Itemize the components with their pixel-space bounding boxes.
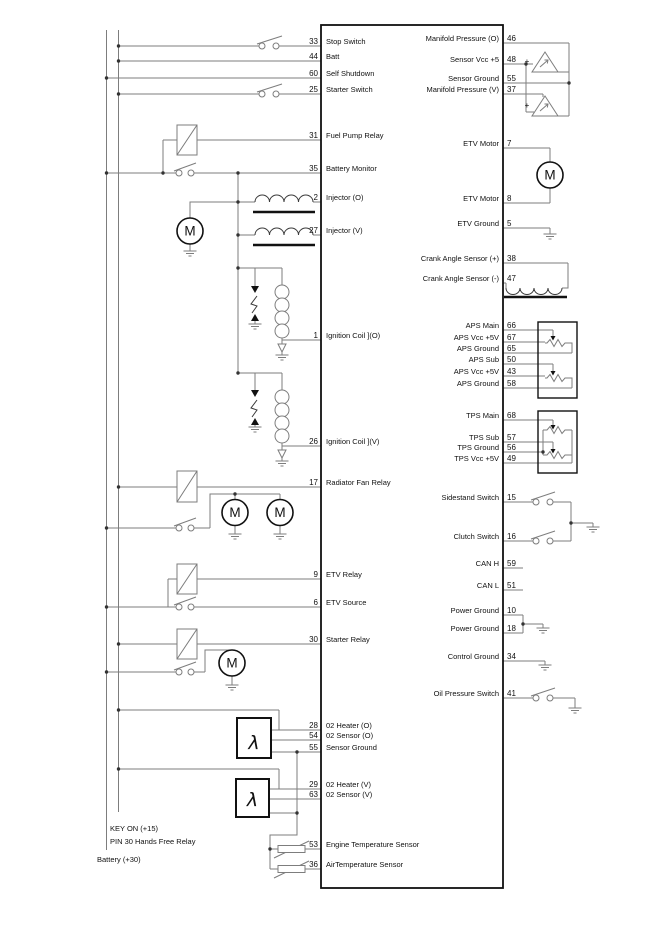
motor-letter: M	[544, 167, 556, 183]
right-pin-label: Oil Pressure Switch	[433, 689, 499, 698]
right-pin-number: 10	[507, 606, 516, 615]
left-pin-label: 02 Sensor (V)	[326, 790, 373, 799]
right-pin-label: TPS Ground	[457, 443, 499, 452]
left-pin-number: 54	[309, 731, 318, 740]
arrow-up-icon	[251, 418, 259, 425]
right-pin-number: 16	[507, 532, 516, 541]
coil-core-bars	[253, 212, 567, 297]
right-pin-label: CAN L	[476, 581, 499, 590]
left-pin-number: 44	[309, 52, 318, 61]
o2-sensors	[236, 718, 271, 817]
right-pin-number: 41	[507, 689, 516, 698]
left-pin-number: 60	[309, 69, 318, 78]
left-pin-label: ETV Relay	[326, 570, 362, 579]
left-pin-label: Engine Temperature Sensor	[326, 840, 420, 849]
left-pin-label: Starter Relay	[326, 635, 370, 644]
left-pin-number: 31	[309, 131, 318, 140]
right-pin-label: Sidestand Switch	[441, 493, 499, 502]
right-pin-number: 5	[507, 219, 512, 228]
left-pin-label: Batt	[326, 52, 340, 61]
wiper-arrow-icon	[551, 336, 556, 341]
left-pin-number: 53	[309, 840, 318, 849]
plus-sign: +	[524, 57, 530, 66]
left-pin-label: Radiator Fan Relay	[326, 478, 391, 487]
right-pin-label: Sensor Vcc +5	[450, 55, 499, 64]
right-pin-number: 67	[507, 333, 516, 342]
left-pin-number: 30	[309, 635, 318, 644]
left-pin-label: 02 Sensor (O)	[326, 731, 374, 740]
left-pin-label: AirTemperature Sensor	[326, 860, 404, 869]
left-pin-label: 02 Heater (O)	[326, 721, 372, 730]
left-pin-label: Battery Monitor	[326, 164, 377, 173]
open-arrow-icon	[278, 344, 286, 352]
right-pin-number: 58	[507, 379, 516, 388]
right-pin-number: 68	[507, 411, 516, 420]
left-pin-number: 35	[309, 164, 318, 173]
right-pin-label: TPS Vcc +5V	[454, 454, 499, 463]
left-pin-number: 9	[313, 570, 318, 579]
right-pin-number: 49	[507, 454, 516, 463]
right-pin-number: 37	[507, 85, 516, 94]
position-sensors	[538, 322, 577, 473]
ground-symbols	[184, 234, 600, 713]
right-pin-number: 51	[507, 581, 516, 590]
right-pin-label: APS Main	[465, 321, 499, 330]
temperature-sensors	[278, 846, 305, 873]
left-pin-label: Self Shutdown	[326, 69, 375, 78]
left-pin-number: 33	[309, 37, 318, 46]
air-temp-thermistor	[278, 866, 305, 873]
left-pin-number: 26	[309, 437, 318, 446]
right-pin-number: 46	[507, 34, 516, 43]
right-pin-number: 65	[507, 344, 516, 353]
motor-letter: M	[274, 505, 286, 520]
right-pin-number: 66	[507, 321, 516, 330]
battery-bus-label: Battery (+30)	[97, 855, 141, 864]
left-pin-number: 36	[309, 860, 318, 869]
lambda-symbol: λ	[246, 789, 259, 811]
right-pin-number: 59	[507, 559, 516, 568]
left-pin-label: Fuel Pump Relay	[326, 131, 384, 140]
arrow-down-icon	[251, 286, 259, 293]
right-pin-label: Power Ground	[450, 606, 499, 615]
right-pin-label: APS Ground	[456, 379, 499, 388]
right-pin-number: 57	[507, 433, 516, 442]
motor-letter: M	[184, 223, 196, 239]
right-pin-number: 38	[507, 254, 516, 263]
right-pin-label: Sensor Ground	[448, 74, 499, 83]
right-pin-label: Power Ground	[450, 624, 499, 633]
ignition-coil-windings	[275, 285, 289, 443]
hands-free-relay-label: PIN 30 Hands Free Relay	[110, 837, 196, 846]
right-pin-label: CAN H	[475, 559, 499, 568]
left-pin-number: 63	[309, 790, 318, 799]
left-pin-label: Ignition Coil ](V)	[326, 437, 380, 446]
right-pin-label: Manifold Pressure (V)	[426, 85, 499, 94]
plus-sign: +	[524, 101, 530, 110]
motor-letter: M	[229, 505, 241, 520]
aps-sensor-box	[538, 322, 577, 398]
right-pin-label: APS Vcc +5V	[453, 367, 499, 376]
right-pin-label: Control Ground	[447, 652, 499, 661]
arrow-up-icon	[251, 314, 259, 321]
right-pin-number: 50	[507, 355, 516, 364]
open-arrow-icon	[278, 450, 286, 458]
left-pin-label: Injector (V)	[326, 226, 363, 235]
left-pin-number: 25	[309, 85, 318, 94]
right-pin-number: 47	[507, 274, 516, 283]
engine-temp-thermistor	[278, 846, 305, 853]
right-pin-label: TPS Main	[466, 411, 499, 420]
relay-boxes	[177, 125, 197, 659]
left-pin-number: 1	[313, 331, 318, 340]
motor-letter: M	[226, 655, 238, 671]
lightning-icon	[251, 296, 257, 313]
motors	[177, 162, 563, 676]
left-pin-rows	[309, 37, 420, 869]
left-pin-label: Starter Switch	[326, 85, 373, 94]
right-pin-label: ETV Ground	[457, 219, 499, 228]
left-pin-label: Sensor Ground	[326, 743, 377, 752]
key-on-bus-label: KEY ON (+15)	[110, 824, 159, 833]
right-pin-label: APS Ground	[456, 344, 499, 353]
bus-labels	[97, 824, 196, 864]
right-pin-number: 7	[507, 139, 512, 148]
right-pin-number: 34	[507, 652, 516, 661]
left-pin-number: 6	[313, 598, 318, 607]
left-pin-number: 2	[313, 193, 318, 202]
right-pin-label: ETV Motor	[463, 139, 499, 148]
left-pin-label: Injector (O)	[326, 193, 364, 202]
left-pin-label: Stop Switch	[326, 37, 366, 46]
right-pin-label: Crank Angle Sensor (-)	[422, 274, 499, 283]
lightning-icon	[251, 400, 257, 417]
left-pin-label: ETV Source	[326, 598, 367, 607]
wiper-arrow-icon	[551, 371, 556, 376]
manifold-pressure-sensors	[525, 52, 558, 116]
arrow-down-icon	[251, 390, 259, 397]
left-pin-number: 27	[309, 226, 318, 235]
left-pin-label: Ignition Coil ](O)	[326, 331, 381, 340]
right-pin-label: Manifold Pressure (O)	[425, 34, 499, 43]
right-pin-label: Crank Angle Sensor (+)	[420, 254, 499, 263]
left-pin-number: 17	[309, 478, 318, 487]
right-pin-number: 48	[507, 55, 516, 64]
left-pin-number: 55	[309, 743, 318, 752]
right-pin-number: 8	[507, 194, 512, 203]
right-pin-label: APS Sub	[468, 355, 499, 364]
right-pin-label: APS Vcc +5V	[453, 333, 499, 342]
resistor-zigzags	[545, 340, 567, 459]
injector-v-coil	[255, 228, 313, 235]
right-pin-number: 15	[507, 493, 516, 502]
left-pin-label: 02 Heater (V)	[326, 780, 372, 789]
crank-angle-sensor-coil	[506, 288, 562, 295]
right-pin-label: TPS Sub	[468, 433, 499, 442]
right-pin-number: 55	[507, 74, 516, 83]
left-pin-number: 29	[309, 780, 318, 789]
right-pin-number: 43	[507, 367, 516, 376]
right-pin-label: Clutch Switch	[453, 532, 499, 541]
right-pin-number: 56	[507, 443, 516, 452]
right-pin-label: ETV Motor	[463, 194, 499, 203]
inductor-coils	[253, 195, 567, 297]
lambda-symbol: λ	[248, 732, 260, 754]
left-pin-number: 28	[309, 721, 318, 730]
injector-o-coil	[255, 195, 313, 202]
right-pin-number: 18	[507, 624, 516, 633]
